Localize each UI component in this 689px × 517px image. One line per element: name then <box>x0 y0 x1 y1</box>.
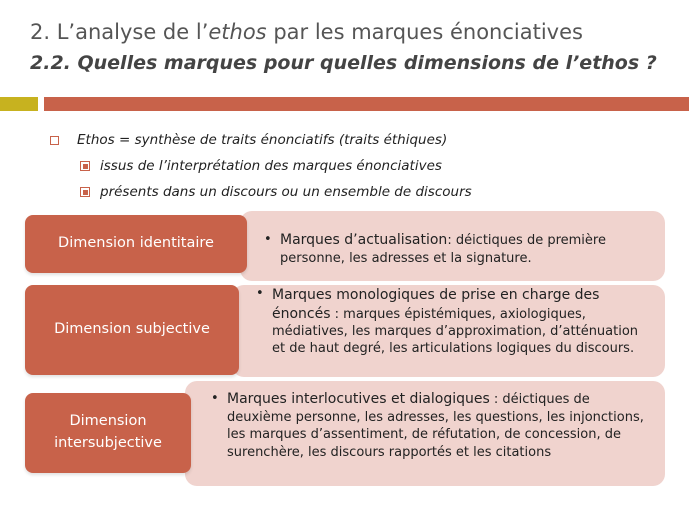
dimension-panel-intersubjective: • Marques interlocutives et dialogiques : déictiques de deuxième personne, les adresses, les questions, les injonctions, les marques d’assentiment, de réfutation, de concession, de surenchère, les discours rapportés et les citations <box>185 381 665 486</box>
filled-square-bullet-icon <box>80 187 90 197</box>
dimension-panel-subjective: • Marques monologiques de prise en charge des énoncés : marques épistémiques, axiologiques, médiatives, les marques d’approximation, d’atténuation et de haut degré, les articulations logiques du discours. <box>232 285 665 377</box>
slide-subtitle: 2.2. Quelles marques pour quelles dimensions de l’ethos ? <box>30 52 657 74</box>
accent-bar <box>0 97 38 111</box>
title-underline-bar <box>44 97 689 111</box>
bullet-sub-1: issus de l’interprétation des marques énonciatives <box>50 153 670 179</box>
dimension-label-identitaire: Dimension identitaire <box>25 215 247 273</box>
bullet-dot-icon: • <box>211 391 219 406</box>
bullet-dot-icon: • <box>264 232 272 247</box>
bullet-list <box>50 127 670 205</box>
hollow-square-bullet-icon <box>50 136 59 145</box>
slide-title: 2. L’analyse de l’ethos par les marques énonciatives <box>30 20 583 44</box>
bullet-sub-2: présents dans un discours ou un ensemble de discours <box>50 179 670 205</box>
bullet-main: Ethos = synthèse de traits énonciatifs (traits éthiques) <box>50 127 670 153</box>
dimension-label-subjective: Dimension subjective <box>25 285 239 375</box>
dimension-panel-identitaire: • Marques d’actualisation: déictiques de première personne, les adresses et la signature. <box>240 211 665 281</box>
filled-square-bullet-icon <box>80 161 90 171</box>
dimension-label-intersubjective: Dimension intersubjective <box>25 393 191 473</box>
bullet-dot-icon: • <box>256 286 264 301</box>
